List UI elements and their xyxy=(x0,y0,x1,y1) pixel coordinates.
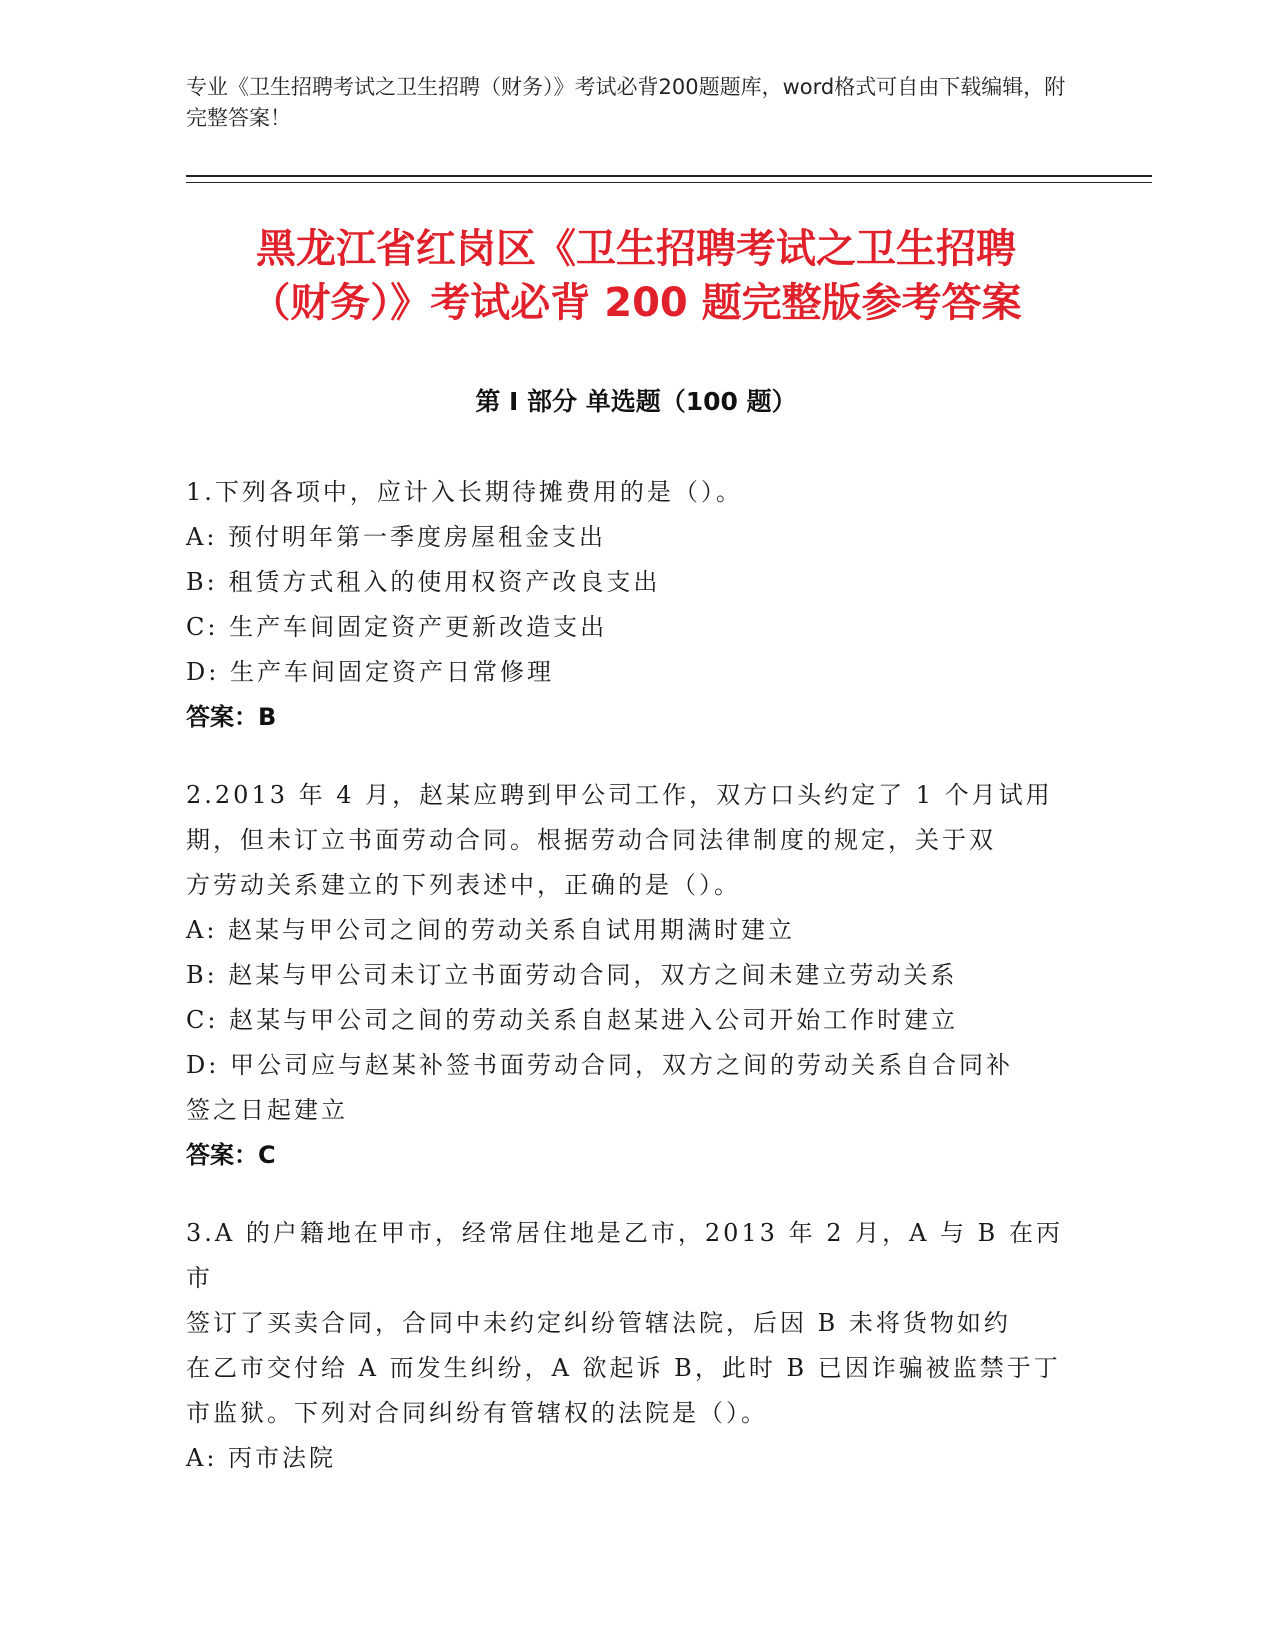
question-3-stem-line-3: 在乙市交付给 A 而发生纠纷，A 欲起诉 B，此时 B 已因诈骗被监禁于丁 xyxy=(186,1354,1061,1382)
question-1 xyxy=(186,470,1076,740)
question-2 xyxy=(186,773,1076,1178)
header-note: 专业《卫生招聘考试之卫生招聘（财务）》考试必背200题题库，word格式可自由下载编辑，附完整答案！ xyxy=(186,75,1066,130)
document-title xyxy=(186,222,1086,330)
document-title-line-2: （财务）》考试必背 200 题完整版参考答案 xyxy=(250,280,1022,326)
question-3-stem-line-4: 市监狱。下列对合同纠纷有管辖权的法院是（）。 xyxy=(186,1399,768,1427)
question-2-option-b: B: 赵某与甲公司未订立书面劳动合同，双方之间未建立劳动关系 xyxy=(186,961,958,989)
question-1-option-b: B: 租赁方式租入的使用权资产改良支出 xyxy=(186,568,661,596)
header-divider-thin xyxy=(186,182,1152,183)
question-2-option-d-line-2: 签之日起建立 xyxy=(186,1096,348,1124)
question-2-option-d-line-1: D: 甲公司应与赵某补签书面劳动合同，双方之间的劳动关系自合同补 xyxy=(186,1051,1013,1079)
question-2-stem-line-2: 期，但未订立书面劳动合同。根据劳动合同法律制度的规定，关于双 xyxy=(186,826,996,854)
question-3-option-a: A: 丙市法院 xyxy=(186,1444,337,1472)
question-2-option-c: C: 赵某与甲公司之间的劳动关系自赵某进入公司开始工作时建立 xyxy=(186,1006,959,1034)
question-3-stem-line-2: 签订了买卖合同，合同中未约定纠纷管辖法院，后因 B 未将货物如约 xyxy=(186,1309,1011,1337)
question-1-stem: 1.下列各项中，应计入长期待摊费用的是（）。 xyxy=(186,478,743,506)
question-2-stem-line-3: 方劳动关系建立的下列表述中，正确的是（）。 xyxy=(186,871,741,899)
question-2-answer: 答案：C xyxy=(186,1141,276,1169)
header-divider-thick xyxy=(186,175,1152,177)
question-list xyxy=(186,470,1076,1514)
question-1-option-d: D: 生产车间固定资产日常修理 xyxy=(186,658,554,686)
document-title-line-1: 黑龙江省红岗区《卫生招聘考试之卫生招聘 xyxy=(256,226,1016,272)
question-1-answer: 答案：B xyxy=(186,703,277,731)
question-1-option-c: C: 生产车间固定资产更新改造支出 xyxy=(186,613,608,641)
question-2-stem-line-1: 2.2013 年 4 月，赵某应聘到甲公司工作，双方口头约定了 1 个月试用 xyxy=(186,781,1053,809)
question-2-option-a: A: 赵某与甲公司之间的劳动关系自试用期满时建立 xyxy=(186,916,796,944)
question-1-option-a: A: 预付明年第一季度房屋租金支出 xyxy=(186,523,607,551)
section-title: 第 I 部分 单选题（100 题） xyxy=(475,387,797,416)
question-3 xyxy=(186,1211,1076,1481)
question-3-stem-line-1: 3.A 的户籍地在甲市，经常居住地是乙市，2013 年 2 月，A 与 B 在丙市 xyxy=(186,1219,1063,1292)
